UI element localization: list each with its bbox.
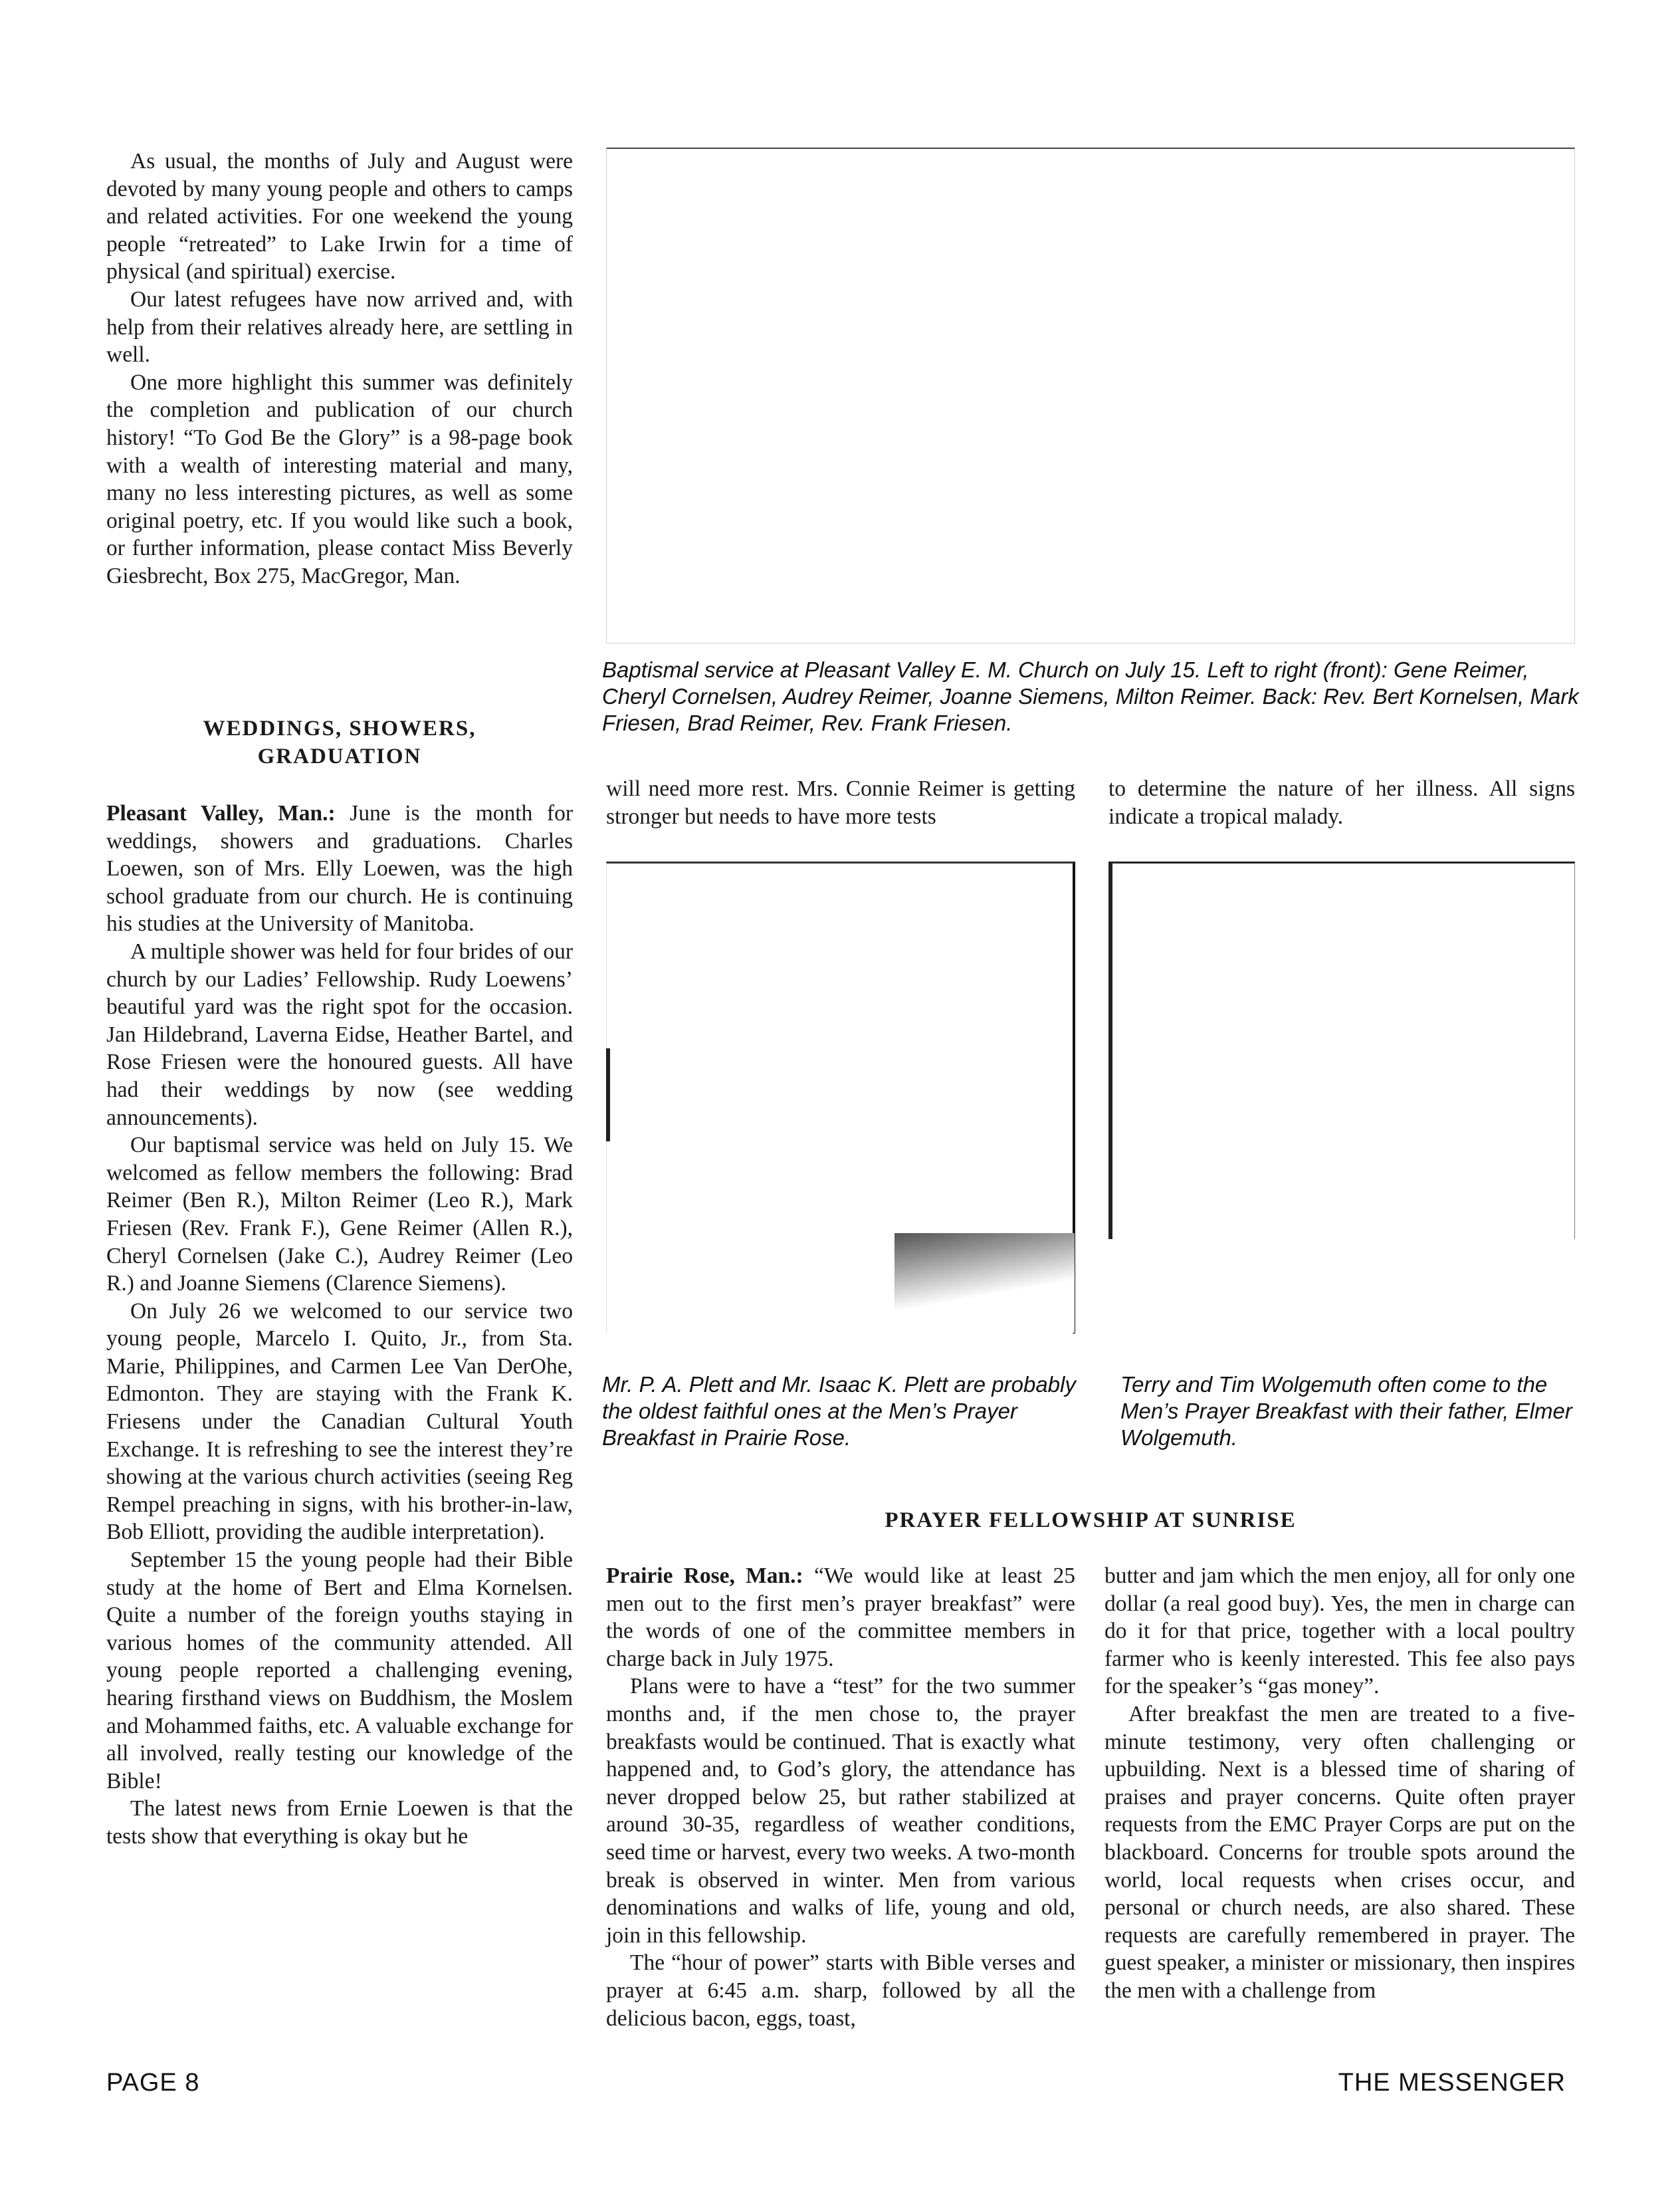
paragraph: A multiple shower was held for four brides of our church by our Ladies’ Fellowship. Rudy Loewens’ beautiful yard was the right spot for the occasion. Jan Hildebrand, Laverna Eidse, Heather Bartel, and Rose Friesen were the honoured guests. All have had their weddings by now (see wedding announcements). (106, 939, 573, 1130)
paragraph: butter and jam which the men enjoy, all for only one dollar (a real good buy). Yes, the men in charge can do it for that price, together with a local poultry farmer who is keenly interested. This fee also pays for the speaker’s “gas money”. (1104, 1564, 1575, 1699)
wolgemuth-photo (1108, 862, 1575, 1239)
baptismal-caption: Baptismal service at Pleasant Valley E. M. Church on July 15. Left to right (front): Gene Reimer, Cheryl Cornelsen, Audrey Reimer, Joanne Siemens, Milton Reimer. Back: Rev. Bert Kornelsen, Mark Friesen, Brad Reimer, Rev. Frank Friesen. (602, 657, 1579, 735)
mid-continuation (606, 775, 1075, 830)
photo-edge (606, 1048, 610, 1141)
prayer-mid-column (606, 1562, 1075, 2032)
lead-text: June is the month for weddings, showers and graduations. Charles Loewen, son of Mrs. Elly Loewen, was the high school graduate from our church. He is continuing his studies at the University of Manitoba. (106, 801, 573, 937)
paragraph: The latest news from Ernie Loewen is that the tests show that everything is okay but he (106, 1796, 573, 1849)
lead-paragraph (606, 1562, 1075, 1673)
weddings-heading (106, 715, 573, 770)
heading-line: GRADUATION (257, 745, 422, 768)
paragraph: Our latest refugees have now arrived and, with help from their relatives already here, are settling in well. (106, 287, 573, 368)
paragraph: will need more rest. Mrs. Connie Reimer is getting stronger but needs to have more tests (606, 776, 1075, 829)
paragraph: As usual, the months of July and August were devoted by many young people and others to camps and related activities. For one weekend the young people “retreated” to Lake Irwin for a time of physical (and spiritual) exercise. (106, 149, 573, 285)
plett-photo (606, 862, 1075, 1333)
place-name: Prairie Rose, Man.: (606, 1564, 803, 1588)
paragraph: September 15 the young people had their Bible study at the home of Bert and Elma Kornelsen. Quite a number of the foreign youths staying in various homes of the community attended. All young people reported a challenging evening, hearing firsthand views on Buddhism, the Moslem and Mohammed faiths, etc. A valuable exchange for all involved, really testing our knowledge of the Bible! (106, 1548, 573, 1794)
lead-paragraph (106, 800, 573, 938)
left-section-column (106, 800, 573, 1851)
paragraph: Our baptismal service was held on July 15. We welcomed as fellow members the following: Brad Reimer (Ben R.), Milton Reimer (Leo R.), Mark Friesen (Rev. Frank F.), Gene Reimer (Allen R.), Cheryl Cornelsen (Jake C.), Audrey Reimer (Leo R.) and Joanne Siemens (Clarence Siemens). (106, 1133, 573, 1296)
publication-name: THE MESSENGER (1338, 2069, 1566, 2097)
place-name: Pleasant Valley, Man.: (106, 801, 336, 826)
heading-line: WEDDINGS, SHOWERS, (203, 717, 476, 741)
paragraph: On July 26 we welcomed to our service two young people, Marcelo I. Quito, Jr., from Sta. Marie, Philippines, and Carmen Lee Van DerOhe, Edmonton. They are staying with the Frank K. Friesens under the Canadian Cultural Youth Exchange. It is refreshing to see the interest they’re showing at the various church activities (seeing Reg Rempel preaching in signs, with his brother-in-law, Bob Elliott, providing the audible interpretation). (106, 1298, 573, 1545)
paragraph: The “hour of power” starts with Bible verses and prayer at 6:45 a.m. sharp, followed by all the delicious bacon, eggs, toast, (606, 1950, 1075, 2031)
lead-text: “We would like at least 25 men out to the first men’s prayer breakfast” were the words of one of the committee members in charge back in July 1975. (606, 1564, 1075, 1671)
paragraph: to determine the nature of her illness. All signs indicate a tropical malady. (1108, 776, 1575, 829)
left-intro-column (106, 148, 573, 590)
page-number: PAGE 8 (106, 2069, 200, 2097)
baptismal-photo (606, 148, 1575, 643)
paragraph: Plans were to have a “test” for the two summer months and, if the men chose to, the prayer breakfasts would be continued. That is exactly what happened and, to God’s glory, the attendance has never dropped below 25, but rather stabilized at around 30-35, regardless of weather conditions, seed time or harvest, every two weeks. A two-month break is observed in winter. Men from various denominations and walks of life, young and old, join in this fellowship. (606, 1674, 1075, 1948)
prayer-heading: PRAYER FELLOWSHIP AT SUNRISE (885, 1508, 1297, 1532)
paragraph: After breakfast the men are treated to a five-minute testimony, very often challenging or upbuilding. Next is a blessed time of sharing of praises and prayer concerns. Quite often prayer requests from the EMC Prayer Corps are put on the blackboard. Concerns for trouble spots around the world, local requests when crises occur, and personal or church needs, are also shared. These requests are carefully remembered in prayer. The guest speaker, a minister or missionary, then inspires the men with a challenge from (1104, 1701, 1575, 2003)
right-continuation (1108, 775, 1575, 830)
plett-caption: Mr. P. A. Plett and Mr. Isaac K. Plett are probably the oldest faithful ones at the Men’s Prayer Breakfast in Prairie Rose. (602, 1372, 1076, 1450)
prayer-right-column (1104, 1562, 1575, 2005)
paragraph: One more highlight this summer was definitely the completion and publication of our church history! “To God Be the Glory” is a 98-page book with a wealth of interesting material and many, many no less interesting pictures, as well as some original poetry, etc. If you would like such a book, or further information, please contact Miss Beverly Giesbrecht, Box 275, MacGregor, Man. (106, 370, 573, 588)
photo-detail (894, 1233, 1075, 1333)
wolgemuth-caption: Terry and Tim Wolgemuth often come to the Men’s Prayer Breakfast with their father, Elmer Wolgemuth. (1120, 1372, 1572, 1450)
